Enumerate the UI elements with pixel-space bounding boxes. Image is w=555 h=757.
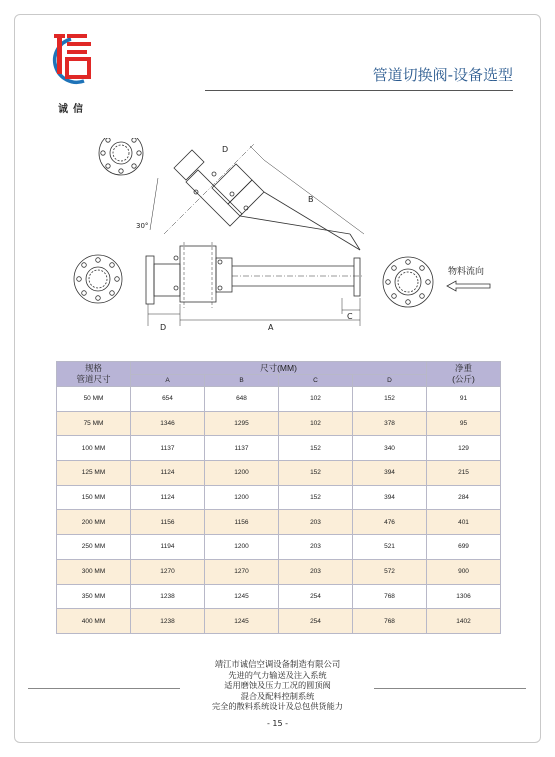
footer [0, 659, 555, 712]
cell-a: 1137 [131, 436, 205, 461]
cell-c: 203 [279, 559, 353, 584]
cell-c: 152 [279, 485, 353, 510]
cell-weight: 1402 [427, 609, 501, 634]
cell-weight: 401 [427, 510, 501, 535]
dim-d-top-label: D [222, 145, 229, 154]
col-header-size: 尺寸(MM) [131, 362, 427, 375]
main-pipe [146, 242, 364, 308]
logo-text: 诚信 [58, 104, 88, 115]
cell-weight: 699 [427, 535, 501, 560]
valve-technical-drawing [64, 138, 504, 338]
cell-spec: 300 MM [57, 559, 131, 584]
dim-a-label: A [268, 323, 274, 332]
cell-c: 254 [279, 609, 353, 634]
cell-a: 1156 [131, 510, 205, 535]
cell-c: 203 [279, 510, 353, 535]
cell-spec: 350 MM [57, 584, 131, 609]
cell-c: 152 [279, 461, 353, 486]
cell-c: 254 [279, 584, 353, 609]
sub-header-a: A [131, 375, 205, 387]
cell-d: 768 [353, 609, 427, 634]
table-row [57, 387, 501, 412]
cell-spec: 200 MM [57, 510, 131, 535]
flange-view-left [74, 255, 122, 303]
cell-b: 1245 [205, 609, 279, 634]
cell-a: 1124 [131, 461, 205, 486]
cell-d: 572 [353, 559, 427, 584]
cell-spec: 75 MM [57, 411, 131, 436]
cell-spec: 400 MM [57, 609, 131, 634]
cell-c: 203 [279, 535, 353, 560]
footer-line: 适用磨蚀及压力工况的圆顶阀 [224, 680, 331, 691]
left-arrow-icon [446, 280, 492, 292]
cell-c: 152 [279, 436, 353, 461]
table-row [57, 411, 501, 436]
title-divider [205, 90, 513, 91]
cell-weight: 900 [427, 559, 501, 584]
angled-branch [164, 144, 360, 250]
footer-line: 混合及配料控制系统 [240, 690, 315, 701]
dim-b-label: B [308, 195, 314, 204]
cell-spec: 100 MM [57, 436, 131, 461]
flange-view-right [383, 257, 433, 307]
cell-b: 1295 [205, 411, 279, 436]
cell-b: 1270 [205, 559, 279, 584]
cell-a: 1194 [131, 535, 205, 560]
cell-weight: 284 [427, 485, 501, 510]
cell-a: 1124 [131, 485, 205, 510]
footer-line: 先进的气力输送及注入系统 [228, 669, 327, 680]
cell-b: 1156 [205, 510, 279, 535]
table-row [57, 510, 501, 535]
cell-d: 152 [353, 387, 427, 412]
cell-d: 394 [353, 461, 427, 486]
col-header-weight: 净重 (公斤) [427, 362, 501, 387]
table-row [57, 535, 501, 560]
flow-direction-label: 物料流向 [448, 267, 485, 277]
cell-a: 1238 [131, 609, 205, 634]
cell-spec: 50 MM [57, 387, 131, 412]
cell-c: 102 [279, 387, 353, 412]
company-logo [44, 30, 98, 92]
cell-d: 768 [353, 584, 427, 609]
cell-weight: 1306 [427, 584, 501, 609]
spec-table [56, 361, 501, 634]
cell-b: 1245 [205, 584, 279, 609]
cell-spec: 125 MM [57, 461, 131, 486]
cell-b: 1200 [205, 461, 279, 486]
footer-line: 完全的散料系统设计及总包供货能力 [211, 701, 343, 712]
cell-b: 1137 [205, 436, 279, 461]
angle-label: 30° [136, 222, 149, 230]
table-row [57, 461, 501, 486]
page-title: 管道切换阀-设备选型 [372, 66, 513, 84]
cell-a: 654 [131, 387, 205, 412]
dim-d-bottom-label: D [160, 323, 167, 332]
table-row [57, 584, 501, 609]
cell-d: 378 [353, 411, 427, 436]
cell-b: 1200 [205, 485, 279, 510]
table-row [57, 609, 501, 634]
cell-weight: 95 [427, 411, 501, 436]
cell-spec: 250 MM [57, 535, 131, 560]
cell-b: 648 [205, 387, 279, 412]
cell-d: 340 [353, 436, 427, 461]
cell-b: 1200 [205, 535, 279, 560]
col-header-spec: 规格 管道尺寸 [57, 362, 131, 387]
dim-c-label: C [347, 312, 353, 321]
cell-d: 521 [353, 535, 427, 560]
table-row [57, 485, 501, 510]
cell-d: 394 [353, 485, 427, 510]
table-row [57, 436, 501, 461]
cell-a: 1238 [131, 584, 205, 609]
cell-weight: 215 [427, 461, 501, 486]
cell-weight: 91 [427, 387, 501, 412]
cell-spec: 150 MM [57, 485, 131, 510]
cell-c: 102 [279, 411, 353, 436]
flange-view-top-left [99, 138, 143, 175]
cell-weight: 129 [427, 436, 501, 461]
cell-d: 476 [353, 510, 427, 535]
table-row [57, 559, 501, 584]
sub-header-c: C [279, 375, 353, 387]
company-name: 靖江市诚信空调设备制造有限公司 [214, 659, 341, 669]
page-number: - 15 - [266, 719, 289, 728]
cell-a: 1346 [131, 411, 205, 436]
sub-header-d: D [353, 375, 427, 387]
sub-header-b: B [205, 375, 279, 387]
cell-a: 1270 [131, 559, 205, 584]
